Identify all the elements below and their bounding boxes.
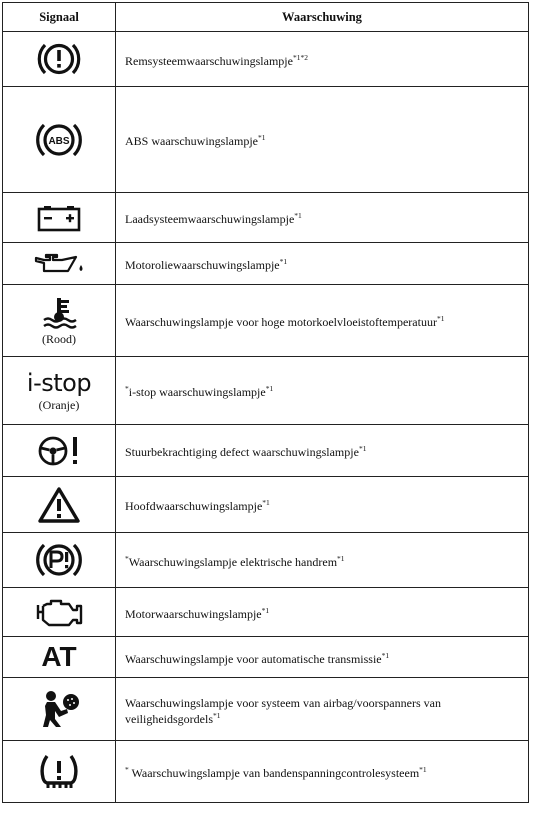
- warning-cell: [116, 193, 529, 243]
- signal-cell: [3, 32, 116, 87]
- header-signal: Signaal: [3, 3, 116, 32]
- table-header-row: [3, 3, 529, 32]
- table-row: [3, 285, 529, 357]
- footnote-prefix: *: [125, 553, 129, 563]
- signal-cell: [3, 678, 116, 741]
- footnote-ref: *1: [419, 765, 427, 774]
- warning-label: Stuurbekrachtiging defect waarschuwingslampje: [125, 445, 359, 459]
- at-warning-icon: AT: [41, 641, 77, 672]
- table-row: [3, 678, 529, 741]
- warning-cell: [116, 425, 529, 477]
- warning-label: Motorwaarschuwingslampje: [125, 606, 262, 621]
- steering-warning-icon: [35, 434, 83, 468]
- table-row: [3, 637, 529, 678]
- warning-label: Waarschuwingslampje voor automatische transmissie: [125, 651, 382, 666]
- battery-icon: [35, 203, 83, 233]
- color-note: (Rood): [42, 331, 76, 346]
- brake-warning-icon: [33, 39, 85, 79]
- warning-label: Motoroliewaarschuwingslampje: [125, 258, 280, 272]
- footnote-prefix: *: [125, 765, 129, 774]
- signal-cell: [3, 533, 116, 588]
- parking-brake-icon: [32, 540, 86, 580]
- airbag-icon: [37, 689, 81, 729]
- signal-cell: [3, 87, 116, 193]
- table-row: [3, 588, 529, 637]
- tire-pressure-icon: [35, 752, 83, 792]
- warning-cell: [116, 477, 529, 533]
- signal-cell: [3, 637, 116, 678]
- warning-cell: [116, 32, 529, 87]
- footnote-ref: *1*2: [292, 52, 308, 62]
- warning-cell: [116, 533, 529, 588]
- signal-cell: [3, 425, 116, 477]
- warning-label: Waarschuwingslampje voor systeem van airbag/voorspanners van veiligheidsgordels: [125, 695, 441, 726]
- color-note: (Oranje): [38, 397, 80, 412]
- table-row: [3, 87, 529, 193]
- footnote-ref: *1: [381, 650, 390, 660]
- footnote-ref: *1: [294, 211, 302, 220]
- table-row: [3, 193, 529, 243]
- warning-cell: [116, 637, 529, 678]
- svg-text:ABS: ABS: [48, 135, 70, 147]
- warning-label: Waarschuwingslampje voor hoge motorkoelvloeistoftemperatuur: [125, 315, 437, 329]
- signal-cell: [3, 741, 116, 803]
- warning-cell: [116, 285, 529, 357]
- warning-label: Hoofdwaarschuwingslampje: [125, 499, 263, 513]
- table-row: [3, 357, 529, 425]
- warning-cell: [116, 741, 529, 803]
- table-row: [3, 477, 529, 533]
- footnote-ref: *1: [261, 605, 270, 615]
- table-row: [3, 32, 529, 87]
- footnote-ref: *1: [257, 133, 266, 142]
- table-row: [3, 533, 529, 588]
- warning-label: Waarschuwingslampje van bandenspanningcontrolesysteem: [128, 766, 420, 780]
- engine-check-icon: [33, 596, 85, 628]
- footnote-prefix: *: [125, 384, 129, 393]
- signal-cell: [3, 357, 116, 425]
- warning-lights-table: [2, 2, 529, 803]
- warning-label: Laadsysteemwaarschuwingslampje: [125, 212, 295, 226]
- table-row: [3, 741, 529, 803]
- warning-cell: [116, 588, 529, 637]
- signal-cell: [3, 193, 116, 243]
- table-row: [3, 425, 529, 477]
- footnote-ref: *1: [436, 314, 445, 323]
- footnote-ref: *1: [337, 553, 345, 563]
- coolant-temperature-icon: [39, 296, 79, 330]
- signal-cell: [3, 588, 116, 637]
- footnote-ref: *1: [358, 444, 367, 453]
- table-row: [3, 243, 529, 285]
- i-stop-icon: i-stop: [26, 368, 92, 397]
- footnote-ref: *1: [262, 498, 270, 507]
- master-warning-icon: [36, 485, 82, 525]
- footnote-ref: *1: [212, 710, 221, 720]
- header-warning: Waarschuwing: [116, 3, 529, 32]
- footnote-ref: *1: [279, 257, 288, 266]
- warning-cell: [116, 243, 529, 285]
- warning-label: ABS waarschuwingslampje: [125, 134, 258, 148]
- oil-can-icon: [30, 251, 88, 277]
- signal-cell: [3, 243, 116, 285]
- warning-cell: [116, 87, 529, 193]
- signal-cell: [3, 477, 116, 533]
- warning-label: i-stop waarschuwingslampje: [128, 385, 266, 399]
- signal-cell: [3, 285, 116, 357]
- warning-cell: [116, 357, 529, 425]
- warning-label: Waarschuwingslampje elektrische handrem: [128, 554, 338, 569]
- warning-label: Remsysteemwaarschuwingslampje: [125, 53, 293, 68]
- abs-warning-icon: [31, 119, 87, 161]
- warning-cell: [116, 678, 529, 741]
- footnote-ref: *1: [265, 384, 274, 393]
